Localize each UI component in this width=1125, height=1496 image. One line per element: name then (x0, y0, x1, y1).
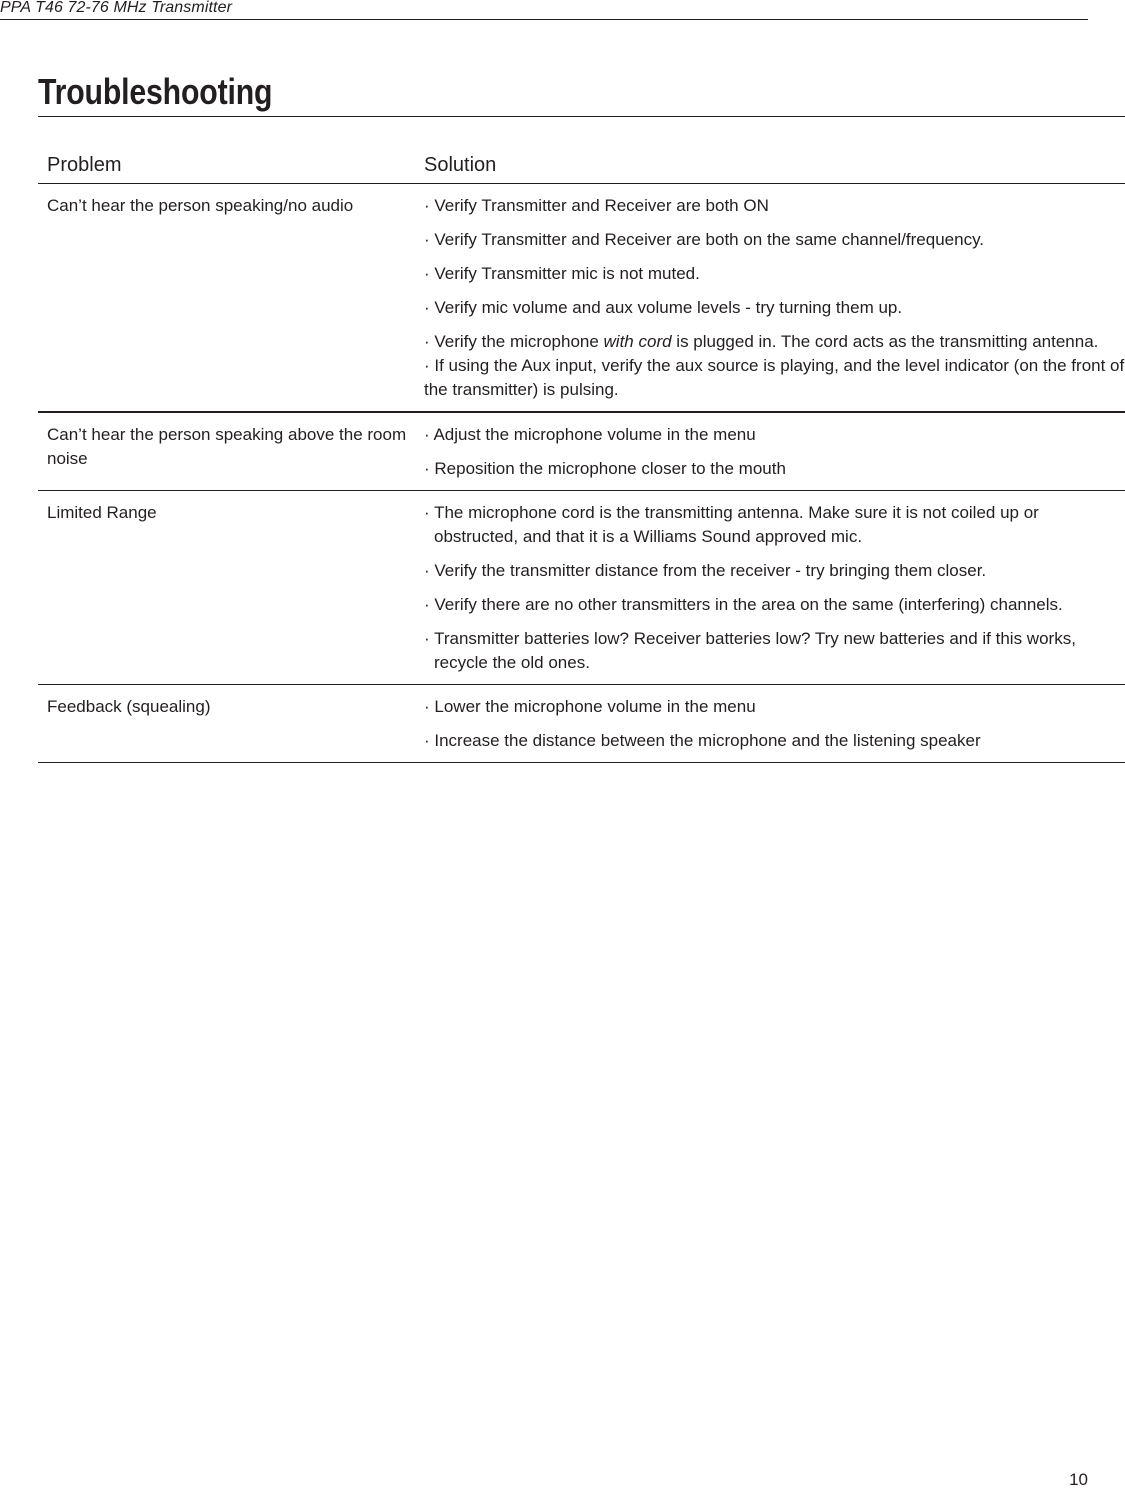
solution-text: is plugged in. The cord acts as the transmitting antenna. (671, 332, 1099, 351)
section-title: Troubleshooting (38, 71, 273, 112)
solution-cell (424, 695, 1125, 753)
page-number: 10 (1069, 1470, 1088, 1489)
solution-item: · Verify Transmitter and Receiver are both ON (424, 196, 769, 215)
solution-item: · Adjust the microphone volume in the menu (424, 425, 756, 444)
solution-item: · Reposition the microphone closer to the mouth (424, 459, 786, 478)
solution-item: · Increase the distance between the microphone and the listening speaker (424, 731, 981, 750)
solution-item (424, 330, 1125, 354)
table-row (38, 685, 1125, 763)
problem-cell: Limited Range (47, 503, 157, 522)
solution-emphasis: with cord (603, 332, 672, 351)
table-header-row (38, 148, 1125, 184)
problem-cell: Can’t hear the person speaking above the room noise (47, 425, 407, 468)
solution-item: · Verify mic volume and aux volume levels - try turning them up. (424, 298, 903, 317)
solution-cell (424, 501, 1125, 675)
solution-cell (424, 423, 1125, 481)
running-header: PPA T46 72-76 MHz Transmitter (0, 0, 1088, 20)
solution-item: · If using the Aux input, verify the aux source is playing, and the level indicator (on the front of the transmitter) is pulsing. (424, 356, 1125, 399)
problem-cell: Can’t hear the person speaking/no audio (47, 196, 354, 215)
solution-item: · Verify there are no other transmitters in the area on the same (interfering) channels. (424, 595, 1063, 614)
solution-item: · Verify Transmitter mic is not muted. (424, 264, 700, 283)
problem-cell: Feedback (squealing) (47, 697, 211, 716)
solution-item: · Verify the transmitter distance from the receiver - try bringing them closer. (424, 561, 987, 580)
column-header-problem: Problem (47, 154, 122, 176)
column-header-solution: Solution (424, 154, 497, 176)
solution-item: · Transmitter batteries low? Receiver batteries low? Try new batteries and if this works, recycle the old ones. (424, 629, 1076, 672)
solution-cell (424, 194, 1125, 402)
solution-item: · The microphone cord is the transmitting antenna. Make sure it is not coiled up or obstructed, and that it is a Williams Sound approved mic. (424, 503, 1039, 546)
troubleshooting-table (38, 148, 1125, 763)
table-row (38, 491, 1125, 685)
title-rule (38, 116, 1125, 117)
solution-text: · Verify the microphone (424, 332, 604, 351)
solution-item: · Verify Transmitter and Receiver are both on the same channel/frequency. (424, 230, 985, 249)
table-row (38, 413, 1125, 491)
table-row (38, 184, 1125, 413)
solution-item: · Lower the microphone volume in the menu (424, 697, 756, 716)
